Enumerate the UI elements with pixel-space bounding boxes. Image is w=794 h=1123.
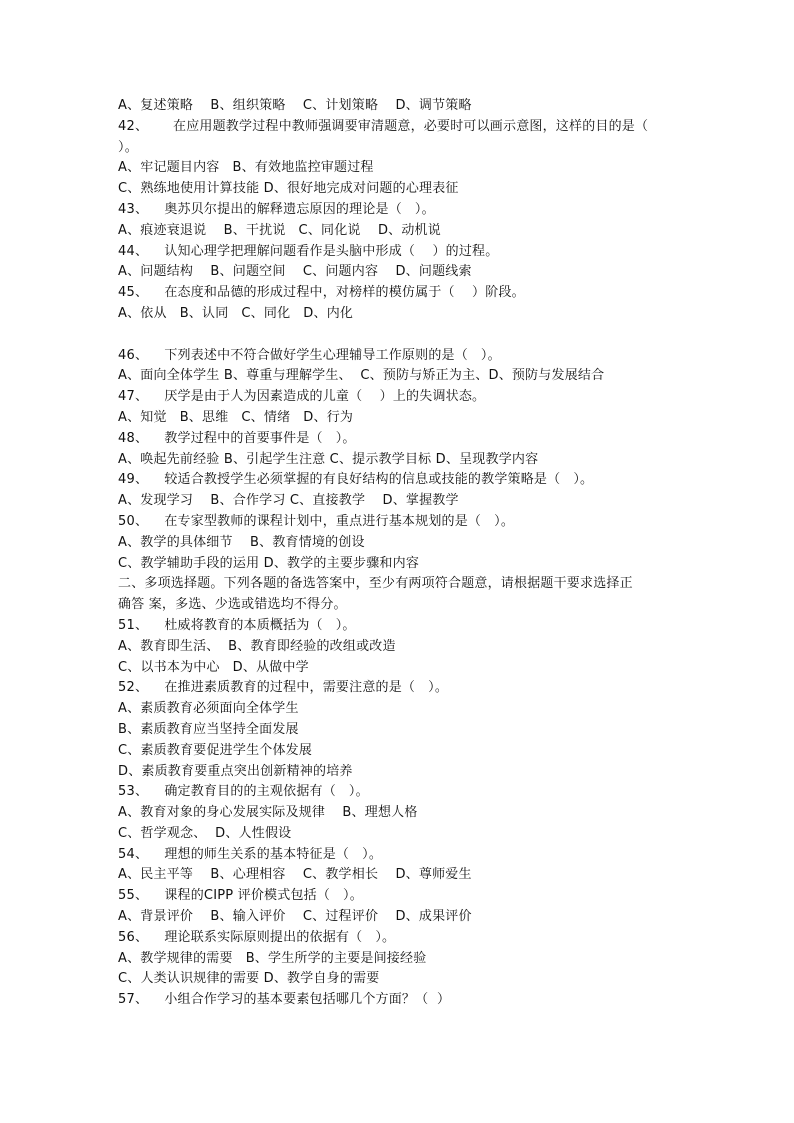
text-line: A、素质教育必须面向全体学生 <box>118 701 299 717</box>
text-line: A、教育对象的身心发展实际及规律 B、理想人格 <box>118 805 418 821</box>
text-line: C、以书本为中心 D、从做中学 <box>118 659 309 675</box>
question-stem <box>118 346 678 367</box>
question-text: 厌学是由于人为因素造成的儿童（ ）上的失调状态。 <box>160 389 486 405</box>
text-line: 确答 案，多选、少选或错选均不得分。 <box>118 597 347 613</box>
question-stem <box>118 470 678 491</box>
question-number: 54、 <box>118 846 149 862</box>
question-number: 56、 <box>118 929 149 945</box>
question-stem <box>118 616 678 637</box>
question-text: 在态度和品德的形成过程中，对榜样的模仿属于（ ）阶段。 <box>160 285 525 301</box>
question-text: 教学过程中的首要事件是（ ）。 <box>160 430 356 446</box>
text-line: A、痕迹衰退说 B、干扰说 C、同化说 D、动机说 <box>118 222 441 238</box>
text-line: ）。 <box>118 139 138 155</box>
text-line: A、面向全体学生 B、尊重与理解学生、 C、预防与矫正为主、D、预防与发展结合 <box>118 368 605 384</box>
question-text: 理论联系实际原则提出的依据有（ ）。 <box>160 929 396 945</box>
question-stem <box>118 117 678 138</box>
text-line: C、哲学观念、 D、人性假设 <box>118 825 292 841</box>
text-line: A、民主平等 B、心理相容 C、教学相长 D、尊师爱生 <box>118 867 472 883</box>
question-text: 在应用题教学过程中教师强调要审清题意，必要时可以画示意图，这样的目的是（ <box>160 118 649 134</box>
question-text: 认知心理学把理解问题看作是头脑中形成（ ）的过程。 <box>160 243 499 259</box>
question-stem <box>118 387 678 408</box>
question-number: 46、 <box>118 347 149 363</box>
text-line: A、教学规律的需要 B、学生所学的主要是间接经验 <box>118 950 427 966</box>
question-stem <box>118 242 678 263</box>
question-number: 49、 <box>118 472 149 488</box>
text-line: A、背景评价 B、输入评价 C、过程评价 D、成果评价 <box>118 909 472 925</box>
question-stem <box>118 200 678 221</box>
question-text: 较适合教授学生必须掌握的有良好结构的信息或技能的教学策略是（ ）。 <box>160 472 594 488</box>
question-number: 52、 <box>118 680 149 696</box>
question-number: 55、 <box>118 888 149 904</box>
question-text: 在专家型教师的课程计划中，重点进行基本规划的是（ ）。 <box>160 513 515 529</box>
text-line: A、复述策略 B、组织策略 C、计划策略 D、调节策略 <box>118 98 472 113</box>
text-line: 二、多项选择题。下列各题的备选答案中，至少有两项符合题意，请根据题干要求选择正 <box>118 576 633 592</box>
question-number: 51、 <box>118 617 149 633</box>
question-number: 44、 <box>118 243 149 259</box>
text-line: D、素质教育要重点突出创新精神的培养 <box>118 763 353 779</box>
question-number: 42、 <box>118 118 149 134</box>
text-line: C、熟练地使用计算技能 D、很好地完成对问题的心理表征 <box>118 181 459 197</box>
question-number: 43、 <box>118 201 149 217</box>
text-line: A、发现学习 B、合作学习 C、直接教学 D、掌握教学 <box>118 493 459 509</box>
text-line: B、素质教育应当坚持全面发展 <box>118 721 299 737</box>
question-text: 杜威将教育的本质概括为（ ）。 <box>160 617 356 633</box>
question-stem <box>118 845 678 866</box>
text-line: A、依从 B、认同 C、同化 D、内化 <box>118 305 354 321</box>
question-text: 理想的师生关系的基本特征是（ ）。 <box>160 846 383 862</box>
text-line: A、教学的具体细节 B、教育情境的创设 <box>118 534 365 550</box>
question-text: 奥苏贝尔提出的解释遗忘原因的理论是（ ）。 <box>160 201 435 217</box>
text-line: A、唤起先前经验 B、引起学生注意 C、提示教学目标 D、呈现教学内容 <box>118 451 539 467</box>
question-number: 45、 <box>118 285 149 301</box>
question-stem <box>118 283 678 304</box>
question-text: 小组合作学习的基本要素包括哪几个方面？（ ） <box>160 992 451 1008</box>
text-line: A、教育即生活、 B、教育即经验的改组或改造 <box>118 638 396 654</box>
question-stem <box>118 782 678 803</box>
text-line: C、素质教育要促进学生个体发展 <box>118 742 313 758</box>
question-text: 在推进素质教育的过程中，需要注意的是（ ）。 <box>160 680 449 696</box>
question-number: 50、 <box>118 513 149 529</box>
text-line: C、教学辅助手段的运用 D、教学的主要步骤和内容 <box>118 555 420 571</box>
question-text: 课程的CIPP 评价模式包括（ ）。 <box>160 888 363 904</box>
question-number: 53、 <box>118 784 149 800</box>
question-stem <box>118 678 678 699</box>
question-stem <box>118 990 678 1011</box>
document-page <box>118 96 678 1011</box>
question-text: 下列表述中不符合做好学生心理辅导工作原则的是（ ）。 <box>160 347 501 363</box>
question-number: 47、 <box>118 389 149 405</box>
question-number: 48、 <box>118 430 149 446</box>
question-stem <box>118 886 678 907</box>
blank-line <box>118 325 678 346</box>
question-stem <box>118 429 678 450</box>
text-line: A、牢记题目内容 B、有效地监控审题过程 <box>118 160 374 176</box>
text-line: A、知觉 B、思维 C、情绪 D、行为 <box>118 409 354 425</box>
question-text: 确定教育目的的主观依据有（ ）。 <box>160 784 369 800</box>
text-line: A、问题结构 B、问题空间 C、问题内容 D、问题线索 <box>118 264 472 280</box>
question-stem <box>118 512 678 533</box>
question-stem <box>118 928 678 949</box>
text-line: C、人类认识规律的需要 D、教学自身的需要 <box>118 971 380 987</box>
question-number: 57、 <box>118 992 149 1008</box>
